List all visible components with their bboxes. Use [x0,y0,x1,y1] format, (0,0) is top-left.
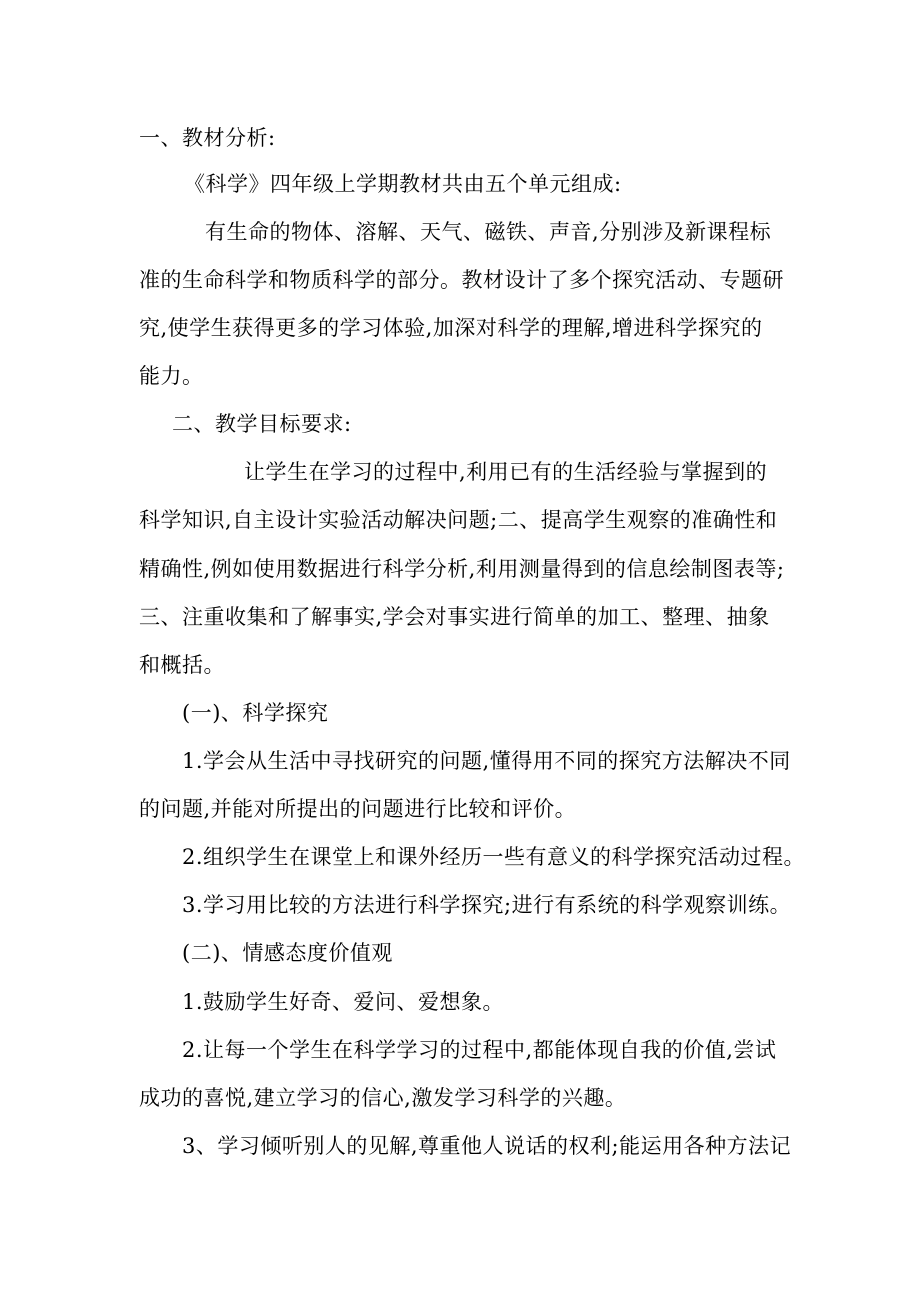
list-item: 2.组织学生在课堂上和课外经历一些有意义的科学探究活动过程。 [182,845,806,869]
subsection-heading-science-inquiry: (一)、科学探究 [182,701,329,725]
paragraph-line: 科学知识,自主设计实验活动解决问题;二、提高学生观察的准确性和 [139,508,778,532]
list-item-continuation: 成功的喜悦,建立学习的信心,激发学习科学的兴趣。 [139,1086,627,1110]
paragraph-line: 《科学》四年级上学期教材共由五个单元组成: [184,172,622,196]
section-heading-textbook-analysis: 一、教材分析: [139,126,276,150]
section-heading-teaching-goals: 二、教学目标要求: [172,412,352,436]
list-item: 1.鼓励学生好奇、爱问、爱想象。 [182,990,505,1014]
paragraph-line: 精确性,例如使用数据进行科学分析,利用测量得到的信息绘制图表等; [139,557,785,581]
paragraph-line: 有生命的物体、溶解、天气、磁铁、声音,分别涉及新课程标 [205,220,772,244]
paragraph-line: 能力。 [139,364,204,388]
paragraph-line: 三、注重收集和了解事实,学会对事实进行简单的加工、整理、抽象 [139,605,770,629]
paragraph-line: 究,使学生获得更多的学习体验,加深对科学的理解,增进科学探究的 [139,316,763,340]
list-item: 2.让每一个学生在科学学习的过程中,都能体现自我的价值,尝试 [182,1038,777,1062]
list-item: 1.学会从生活中寻找研究的问题,懂得用不同的探究方法解决不同 [182,749,791,773]
paragraph-line: 和概括。 [139,653,225,677]
subsection-heading-attitude-values: (二)、情感态度价值观 [182,941,393,965]
paragraph-line: 让学生在学习的过程中,利用已有的生活经验与掌握到的 [244,460,768,484]
list-item: 3、学习倾听别人的见解,尊重他人说话的权利;能运用各种方法记 [182,1134,792,1158]
list-item-continuation: 的问题,并能对所提出的问题进行比较和评价。 [139,797,577,821]
paragraph-line: 准的生命科学和物质科学的部分。教材设计了多个探究活动、专题研 [139,268,784,292]
list-item: 3.学习用比较的方法进行科学探究;进行有系统的科学观察训练。 [182,893,792,917]
